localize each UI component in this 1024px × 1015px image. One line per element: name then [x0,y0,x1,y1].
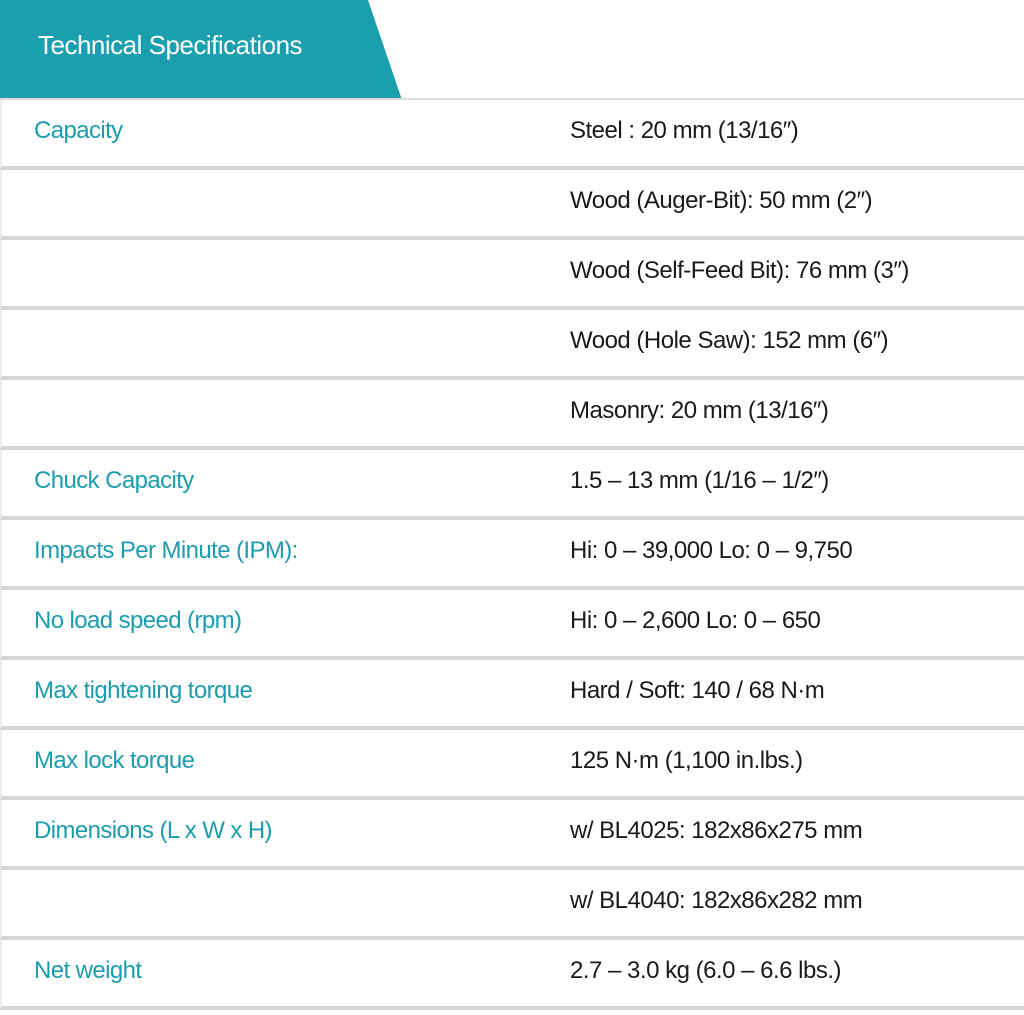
spec-row [0,590,1024,660]
spec-value: Steel : 20 mm (13/16″) [570,117,799,144]
spec-row [0,660,1024,730]
spec-label: Dimensions (L x W x H) [34,817,272,844]
specs-table [0,98,1024,1010]
spec-row [0,800,1024,870]
spec-label: Capacity [34,117,123,144]
spec-value: Wood (Self-Feed Bit): 76 mm (3″) [570,257,909,284]
spec-row [0,240,1024,310]
spec-label: Impacts Per Minute (IPM): [34,537,298,564]
spec-row [0,940,1024,1010]
spec-row [0,520,1024,590]
header [0,0,1024,100]
spec-value: w/ BL4025: 182x86x275 mm [570,817,863,844]
spec-value: 125 N·m (1,100 in.lbs.) [570,747,803,774]
spec-value: Masonry: 20 mm (13/16″) [570,397,829,424]
spec-row [0,100,1024,170]
spec-value: 2.7 – 3.0 kg (6.0 – 6.6 lbs.) [570,957,842,984]
spec-row [0,310,1024,380]
spec-row [0,170,1024,240]
spec-value: Hi: 0 – 2,600 Lo: 0 – 650 [570,607,821,634]
spec-row [0,380,1024,450]
spec-label: Net weight [34,957,142,984]
spec-row [0,870,1024,940]
spec-value: Hard / Soft: 140 / 68 N·m [570,677,825,704]
spec-value: Wood (Hole Saw): 152 mm (6″) [570,327,889,354]
spec-label: Chuck Capacity [34,467,194,494]
spec-row [0,450,1024,520]
section-title: Technical Specifications [38,30,303,60]
spec-label: No load speed (rpm) [34,607,242,634]
spec-value: Hi: 0 – 39,000 Lo: 0 – 9,750 [570,537,853,564]
spec-label: Max tightening torque [34,677,253,704]
spec-value: 1.5 – 13 mm (1/16 – 1/2″) [570,467,829,494]
spec-value: Wood (Auger-Bit): 50 mm (2″) [570,187,873,214]
spec-value: w/ BL4040: 182x86x282 mm [570,887,863,914]
spec-row [0,730,1024,800]
spec-label: Max lock torque [34,747,195,774]
